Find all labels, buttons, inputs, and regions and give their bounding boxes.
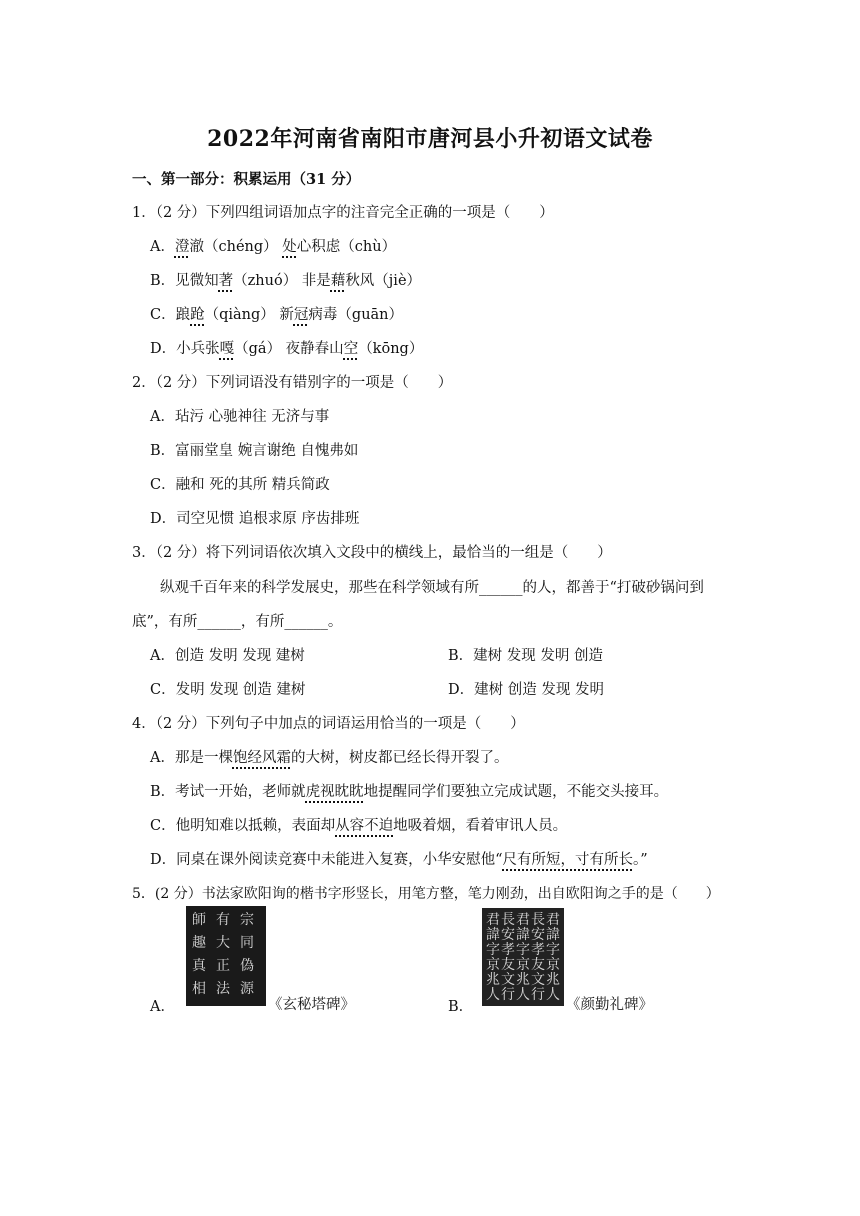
q3-passage-line2: 底”，有所______，有所______。 xyxy=(132,614,343,630)
rubbing-glyph: 字 xyxy=(486,942,500,958)
rubbing-glyph: 宗 xyxy=(240,912,254,928)
rubbing-glyph: 京 xyxy=(516,957,530,973)
exam-title: 2022年河南省南阳市唐河县小升初语文试卷 xyxy=(207,126,653,152)
q4-option-d: D．同桌在课外阅读竞赛中未能进入复赛，小华安慰他“尺有所短，寸有所长。” xyxy=(150,852,648,868)
rubbing-glyph: 兆 xyxy=(486,972,500,988)
rubbing-glyph: 行 xyxy=(531,987,545,1003)
q1-option-a: A．澄澈（chéng） 处心积虑（chù） xyxy=(150,239,397,255)
q2-option-d: D．司空见惯 追根求原 序齿排班 xyxy=(150,511,360,527)
rubbing-glyph: 京 xyxy=(546,957,560,973)
rubbing-glyph: 有 xyxy=(216,912,230,928)
q5-stem: 5．(2 分）书法家欧阳询的楷书字形竖长，用笔方整，笔力刚劲，出自欧阳询之手的是（ ） xyxy=(132,886,720,902)
q4-option-a: A．那是一棵饱经风霜的大树，树皮都已经长得开裂了。 xyxy=(150,750,509,766)
q3-option-c: C．发明 发现 创造 建树 xyxy=(150,682,306,698)
q1-option-d: D．小兵张嘎（gá） 夜静春山空（kōng） xyxy=(150,341,424,357)
rubbing-glyph: 君 xyxy=(516,912,530,928)
q5-option-a-letter: A． xyxy=(150,999,175,1015)
rubbing-glyph: 行 xyxy=(501,987,515,1003)
q5-option-b-caption: 《颜勤礼碑》 xyxy=(566,997,653,1013)
rubbing-glyph: 孝 xyxy=(501,942,515,958)
rubbing-glyph: 偽 xyxy=(240,958,254,974)
q2-option-b: B．富丽堂皇 婉言谢绝 自愧弗如 xyxy=(150,443,359,459)
rubbing-glyph: 趣 xyxy=(192,935,206,951)
rubbing-glyph: 師 xyxy=(192,912,206,928)
q4-option-c: C．他明知难以抵赖，表面却从容不迫地吸着烟，看着审讯人员。 xyxy=(150,818,568,834)
rubbing-glyph: 兆 xyxy=(546,972,560,988)
rubbing-glyph: 長 xyxy=(531,912,545,928)
q2-option-a: A．玷污 心驰神往 无济与事 xyxy=(150,409,330,425)
rubbing-glyph: 字 xyxy=(516,942,530,958)
rubbing-glyph: 諱 xyxy=(486,927,500,943)
rubbing-glyph: 京 xyxy=(486,957,500,973)
rubbing-glyph: 同 xyxy=(240,935,254,951)
rubbing-glyph: 長 xyxy=(501,912,515,928)
rubbing-glyph: 相 xyxy=(192,981,206,997)
rubbing-glyph: 君 xyxy=(486,912,500,928)
q5-option-a-caption: 《玄秘塔碑》 xyxy=(268,997,355,1013)
rubbing-glyph: 君 xyxy=(546,912,560,928)
rubbing-glyph: 字 xyxy=(546,942,560,958)
q2-option-c: C．融和 死的其所 精兵简政 xyxy=(150,477,330,493)
rubbing-glyph: 大 xyxy=(216,935,230,951)
rubbing-glyph: 真 xyxy=(192,958,206,974)
rubbing-glyph: 源 xyxy=(240,981,254,997)
rubbing-glyph: 人 xyxy=(516,987,530,1003)
rubbing-glyph: 安 xyxy=(501,927,515,943)
calligraphy-image-b xyxy=(482,908,564,1006)
rubbing-glyph: 安 xyxy=(531,927,545,943)
q1-option-c: C．踉跄（qiàng） 新冠病毒（guān） xyxy=(150,307,404,323)
rubbing-glyph: 友 xyxy=(501,957,515,973)
rubbing-glyph: 正 xyxy=(216,958,230,974)
q3-option-b: B．建树 发现 发明 创造 xyxy=(448,648,603,664)
calligraphy-image-a xyxy=(186,906,266,1006)
rubbing-glyph: 諱 xyxy=(546,927,560,943)
q2-stem: 2．（2 分）下列词语没有错别字的一项是（ ） xyxy=(132,375,453,391)
q5-option-b-letter: B． xyxy=(448,999,474,1015)
q3-stem: 3．（2 分）将下列词语依次填入文段中的横线上，最恰当的一组是（ ） xyxy=(132,545,612,561)
q1-option-b: B．见微知著（zhuó） 非是藉秋风（jiè） xyxy=(150,273,422,289)
rubbing-glyph: 人 xyxy=(546,987,560,1003)
rubbing-glyph: 友 xyxy=(531,957,545,973)
section-heading: 一、第一部分：积累运用（31 分） xyxy=(132,171,361,188)
rubbing-glyph: 諱 xyxy=(516,927,530,943)
rubbing-glyph: 法 xyxy=(216,981,230,997)
q3-option-a: A．创造 发明 发现 建树 xyxy=(150,648,305,664)
rubbing-glyph: 孝 xyxy=(531,942,545,958)
rubbing-glyph: 文 xyxy=(501,972,515,988)
q3-option-d: D．建树 创造 发现 发明 xyxy=(448,682,604,698)
q3-passage-line1: 纵观千百年来的科学发展史，那些在科学领域有所______的人，都善于“打破砂锅问到 xyxy=(160,580,704,596)
rubbing-glyph: 兆 xyxy=(516,972,530,988)
q4-stem: 4．（2 分）下列句子中加点的词语运用恰当的一项是（ ） xyxy=(132,716,525,732)
q4-option-b: B．考试一开始，老师就虎视眈眈地提醒同学们要独立完成试题，不能交头接耳。 xyxy=(150,784,669,800)
rubbing-glyph: 文 xyxy=(531,972,545,988)
q1-stem: 1．（2 分）下列四组词语加点字的注音完全正确的一项是（ ） xyxy=(132,205,554,221)
rubbing-glyph: 人 xyxy=(486,987,500,1003)
